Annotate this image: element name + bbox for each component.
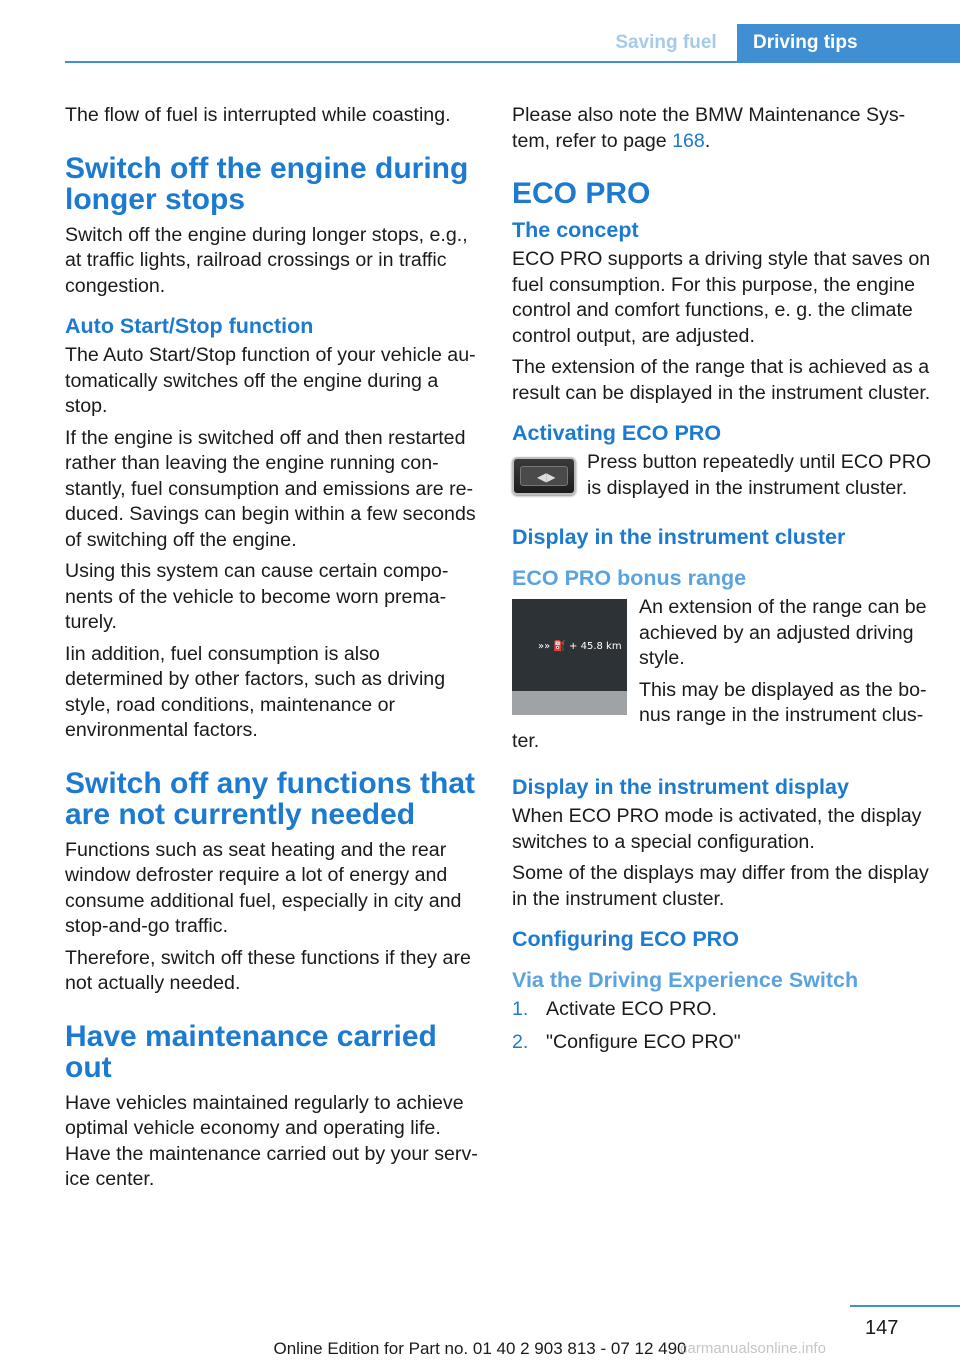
step-number: 2. [512,1030,529,1053]
config-steps [512,997,932,1055]
footer-rule [850,1305,960,1307]
button-glyph-icon: ◀▶ [537,470,556,484]
heading-via-driving-experience-switch: Via the Driving Experience Switch [512,968,859,992]
bmw-maintenance-prefix: Please also note the BMW Maintenance System, refer to page [512,104,906,152]
heading-the-concept: The concept [512,218,639,242]
bmw-maintenance-text [512,103,932,154]
step-item [512,1030,932,1056]
bonus-range-block [512,595,932,760]
right-column [512,103,932,1062]
heading-display-instrument-display: Display in the instrument display [512,775,849,799]
concept-text-1: ECO PRO supports a driving style that saves on fuel consumption. For this purpose, the engine control and comfort functions, e. g. the climate control output, are adjusted. [512,248,931,347]
heading-activating-eco-pro: Activating ECO PRO [512,421,722,445]
concept-text-2: The extension of the range that is achieved as a result can be displayed in the instrument cluster. [512,356,931,404]
header-rule [65,61,960,63]
heading-configuring-eco-pro: Configuring ECO PRO [512,927,739,951]
maintenance-text: Have vehicles maintained regularly to achieve optimal vehicle economy and operating life. Have the maintenance carried out by your service center. [65,1091,478,1190]
step-item [512,997,932,1023]
step-text: Activate ECO PRO. [546,998,717,1020]
step-number: 1. [512,998,529,1020]
step-text: "Configure ECO PRO" [546,1030,741,1053]
auto-start-text-1: The Auto Start/Stop function of your vehicle automatically switches off the engine during a stop. [65,344,476,417]
auto-start-text-2: If the engine is switched off and then restarted rather than leaving the engine running constantly, fuel consumption and emissions are reduced. Savings can begin within a few seconds of switching off the engine. [65,426,476,551]
heading-maintenance: Have maintenance carried out [65,1019,437,1084]
longer-stops-text: Switch off the engine during longer stops, e.g., at traffic lights, railroad crossings or in traffic congestion. [65,223,468,297]
heading-longer-stops: Switch off the engine during longer stops [65,151,469,216]
bonus-range-text-1: An extension of the range can be achieved by an adjusted driving style. [639,596,927,669]
activating-text: Press button repeatedly until ECO PRO is displayed in the instrument cluster. [587,451,932,499]
footer-edition: Online Edition for Part no. 01 40 2 903 813 - 07 12 490 [273,1339,687,1358]
heading-eco-pro: ECO PRO [512,177,651,210]
heading-auto-start-stop: Auto Start/Stop function [65,314,314,338]
bonus-range-value: »» ⛽ + 45.8 km [538,641,622,652]
header-section-saving-fuel[interactable]: Saving fuel [615,32,717,53]
heading-switch-off-functions: Switch off any functions that are not currently needed [65,766,475,831]
display-text-2: Some of the displays may differ from the display in the instrument cluster. [512,862,929,910]
display-text-1: When ECO PRO mode is activated, the display switches to a special configuration. [512,805,922,853]
left-column [65,103,483,1199]
eco-pro-button-icon [512,457,576,495]
coasting-text: The flow of fuel is interrupted while coasting. [65,104,451,126]
bonus-range-text-2: This may be displayed as the bonus range in the instrument cluster. [512,678,927,752]
button-face [520,466,568,486]
page-168-link[interactable]: 168 [672,129,705,152]
auto-start-text-4: Iin addition, fuel consumption is also determined by other factors, such as driving style, road conditions, maintenance or environmental factors. [65,642,446,741]
heading-display-instrument-cluster: Display in the instrument cluster [512,525,846,549]
activating-row [512,450,932,510]
watermark-text: carmanualsonline.info [680,1340,826,1357]
functions-text-1: Functions such as seat heating and the rear window defroster require a lot of energy and consume additional fuel, especially in city and stop-and-go traffic. [65,838,462,937]
instrument-cluster-image [512,599,627,715]
auto-start-text-3: Using this system can cause certain components of the vehicle to become worn prematurely. [65,560,449,633]
cluster-bottom-band [512,691,627,715]
page-number: 147 [865,1317,899,1339]
heading-eco-pro-bonus-range: ECO PRO bonus range [512,566,747,590]
header-section-driving-tips[interactable]: Driving tips [737,24,960,62]
bmw-maintenance-suffix: . [704,129,711,152]
functions-text-2: Therefore, switch off these functions if they are not actually needed. [65,946,471,994]
